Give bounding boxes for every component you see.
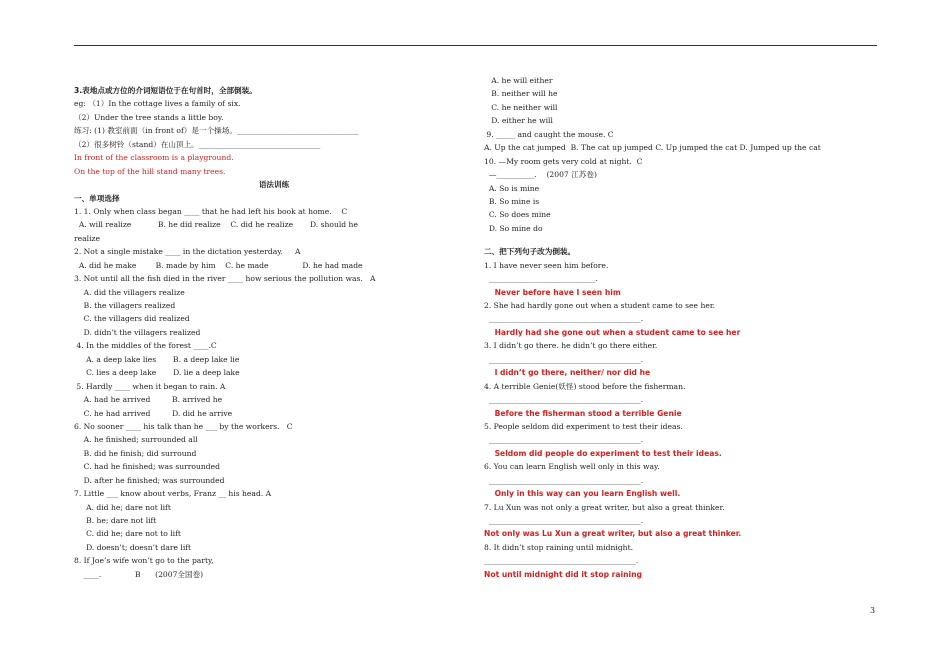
- left-line: 一、单项选择: [74, 193, 120, 203]
- left-line: C. lies a deep lake D. lie a deep lake: [74, 368, 240, 378]
- left-line: In front of the classroom is a playground.: [74, 153, 234, 163]
- right-column: [484, 74, 884, 581]
- left-line: 语法训练: [258, 180, 290, 190]
- right-line: 二、把下列句子改为倒装。: [484, 247, 576, 257]
- left-line: B. the villagers realized: [74, 301, 176, 310]
- right-line: —__________. (2007 江苏卷): [484, 170, 597, 180]
- left-line: C. had he finished; was surrounded: [74, 462, 220, 472]
- right-line: 4. A terrible Genie(妖怪) stood before the fisherman.: [484, 381, 686, 391]
- header-rule: [74, 45, 877, 46]
- left-line: ____. B (2007全国卷): [74, 569, 204, 579]
- right-line: C. So does mine: [484, 210, 551, 220]
- right-line: ________________________________________.: [484, 516, 644, 525]
- right-line: ________________________________________.: [484, 475, 644, 485]
- right-line: B. So mine is: [484, 196, 540, 206]
- right-line: A. he will either: [484, 76, 553, 85]
- right-line: 6. You can learn English well only in this way.: [484, 462, 660, 472]
- right-line: A. So is mine: [484, 183, 540, 193]
- left-line: D. doesn’t; doesn’t dare lift: [74, 542, 192, 552]
- left-line: B. he; dare not lift: [74, 516, 157, 525]
- right-line: I didn’t go there, neither/ nor did he: [484, 368, 651, 378]
- left-line: On the top of the hill stand many trees.: [74, 166, 226, 176]
- left-line: C. he had arrived D. did he arrive: [74, 408, 233, 418]
- right-line: 3. I didn’t go there. he didn’t go there either.: [484, 341, 658, 351]
- right-line: Hardly had she gone out when a student came to see her: [484, 327, 741, 337]
- left-line: 5. Hardly ____ when it began to rain. A: [74, 381, 226, 391]
- left-line: A. had he arrived B. arrived he: [74, 395, 223, 405]
- right-line: D. So mine do: [484, 223, 543, 233]
- right-line: 5. People seldom did experiment to test their ideas.: [484, 421, 683, 431]
- right-line: Only in this way can you learn English well.: [484, 489, 681, 499]
- right-line: Never before have I seen him: [484, 287, 621, 297]
- left-line: 4. In the middles of the forest ____.C: [74, 341, 217, 351]
- right-line: ________________________________________.: [484, 395, 644, 405]
- left-line: 6. No sooner ____ his talk than he ___ by the workers. C: [74, 421, 293, 431]
- left-line: （2）Under the tree stands a little boy.: [74, 112, 224, 122]
- right-line: ________________________________________.: [484, 435, 644, 445]
- left-line: D. didn’t the villagers realized: [74, 327, 201, 337]
- right-line: ________________________________________.: [484, 314, 644, 324]
- question-9-options: A. Up the cat jumped B. The cat up jumped C. Up jumped the cat D. Jumped up the cat: [484, 143, 821, 153]
- right-line: Seldom did people do experiment to test their ideas.: [484, 448, 722, 458]
- left-line: A. a deep lake lies B. a deep lake lie: [74, 354, 240, 364]
- page-number: 3: [870, 606, 876, 615]
- left-line: 1. 1. Only when class began ____ that he had left his book at home. C: [74, 206, 348, 216]
- left-line: realize: [74, 233, 101, 243]
- right-line: B. neither will he: [484, 89, 558, 99]
- right-line: ________________________________________.: [484, 556, 639, 566]
- left-line: 3. Not until all the fish died in the river ____ how serious the pollution was. A: [74, 274, 376, 284]
- left-line: A. did he make B. made by him C. he made D. he had made: [74, 260, 363, 270]
- right-line: 10. —My room gets very cold at night. C: [484, 156, 643, 166]
- left-line: B. did he finish; did surround: [74, 448, 197, 458]
- left-line: A. he finished; surrounded all: [74, 435, 198, 445]
- right-line: 8. It didn’t stop raining until midnight.: [484, 542, 634, 552]
- right-line: Not until midnight did it stop raining: [484, 569, 642, 579]
- right-line: D. either he will: [484, 116, 553, 126]
- left-line: D. after he finished; was surrounded: [74, 475, 225, 485]
- right-line: 1. I have never seen him before.: [484, 260, 609, 270]
- left-line: 8. If Joe’s wife won’t go to the party,: [74, 556, 214, 566]
- right-line: [484, 235, 884, 245]
- right-line: ________________________________________.: [484, 354, 644, 364]
- left-line: 2. Not a single mistake ____ in the dictation yesterday. A: [74, 247, 301, 257]
- right-line: Before the fisherman stood a terrible Genie: [484, 408, 682, 418]
- left-line: 7. Little ___ know about verbs, Franz __ his head. A: [74, 489, 272, 499]
- right-line: ____________________________.: [484, 274, 598, 284]
- left-line: C. did he; dare not to lift: [74, 529, 181, 539]
- right-line: C. he neither will: [484, 102, 558, 112]
- left-line: A. will realize B. he did realize C. did he realize D. should he: [74, 220, 358, 230]
- left-line: （2）很多树铃（stand）在山顶上。________________________________: [74, 139, 321, 149]
- right-line: 9. _____ and caught the mouse. C: [484, 129, 614, 139]
- left-line: eg: （1）In the cottage lives a family of six.: [74, 99, 241, 109]
- left-line: A. did the villagers realize: [74, 287, 185, 297]
- left-line: 3.表地点或方位的介词短语位于在句首时，全部倒装。: [74, 86, 257, 95]
- right-line: 2. She had hardly gone out when a student came to see her.: [484, 301, 716, 310]
- right-line: 7. Lu Xun was not only a great writer, but also a great thinker.: [484, 502, 725, 512]
- left-column: [74, 84, 474, 581]
- left-line: C. the villagers did realized: [74, 314, 190, 324]
- right-line: Not only was Lu Xun a great writer, but also a great thinker.: [484, 529, 742, 539]
- left-line: 练习: (1) 教室前面（in front of）是一个操场。________________________________: [74, 126, 359, 136]
- left-line: A. did he; dare not lift: [74, 502, 171, 512]
